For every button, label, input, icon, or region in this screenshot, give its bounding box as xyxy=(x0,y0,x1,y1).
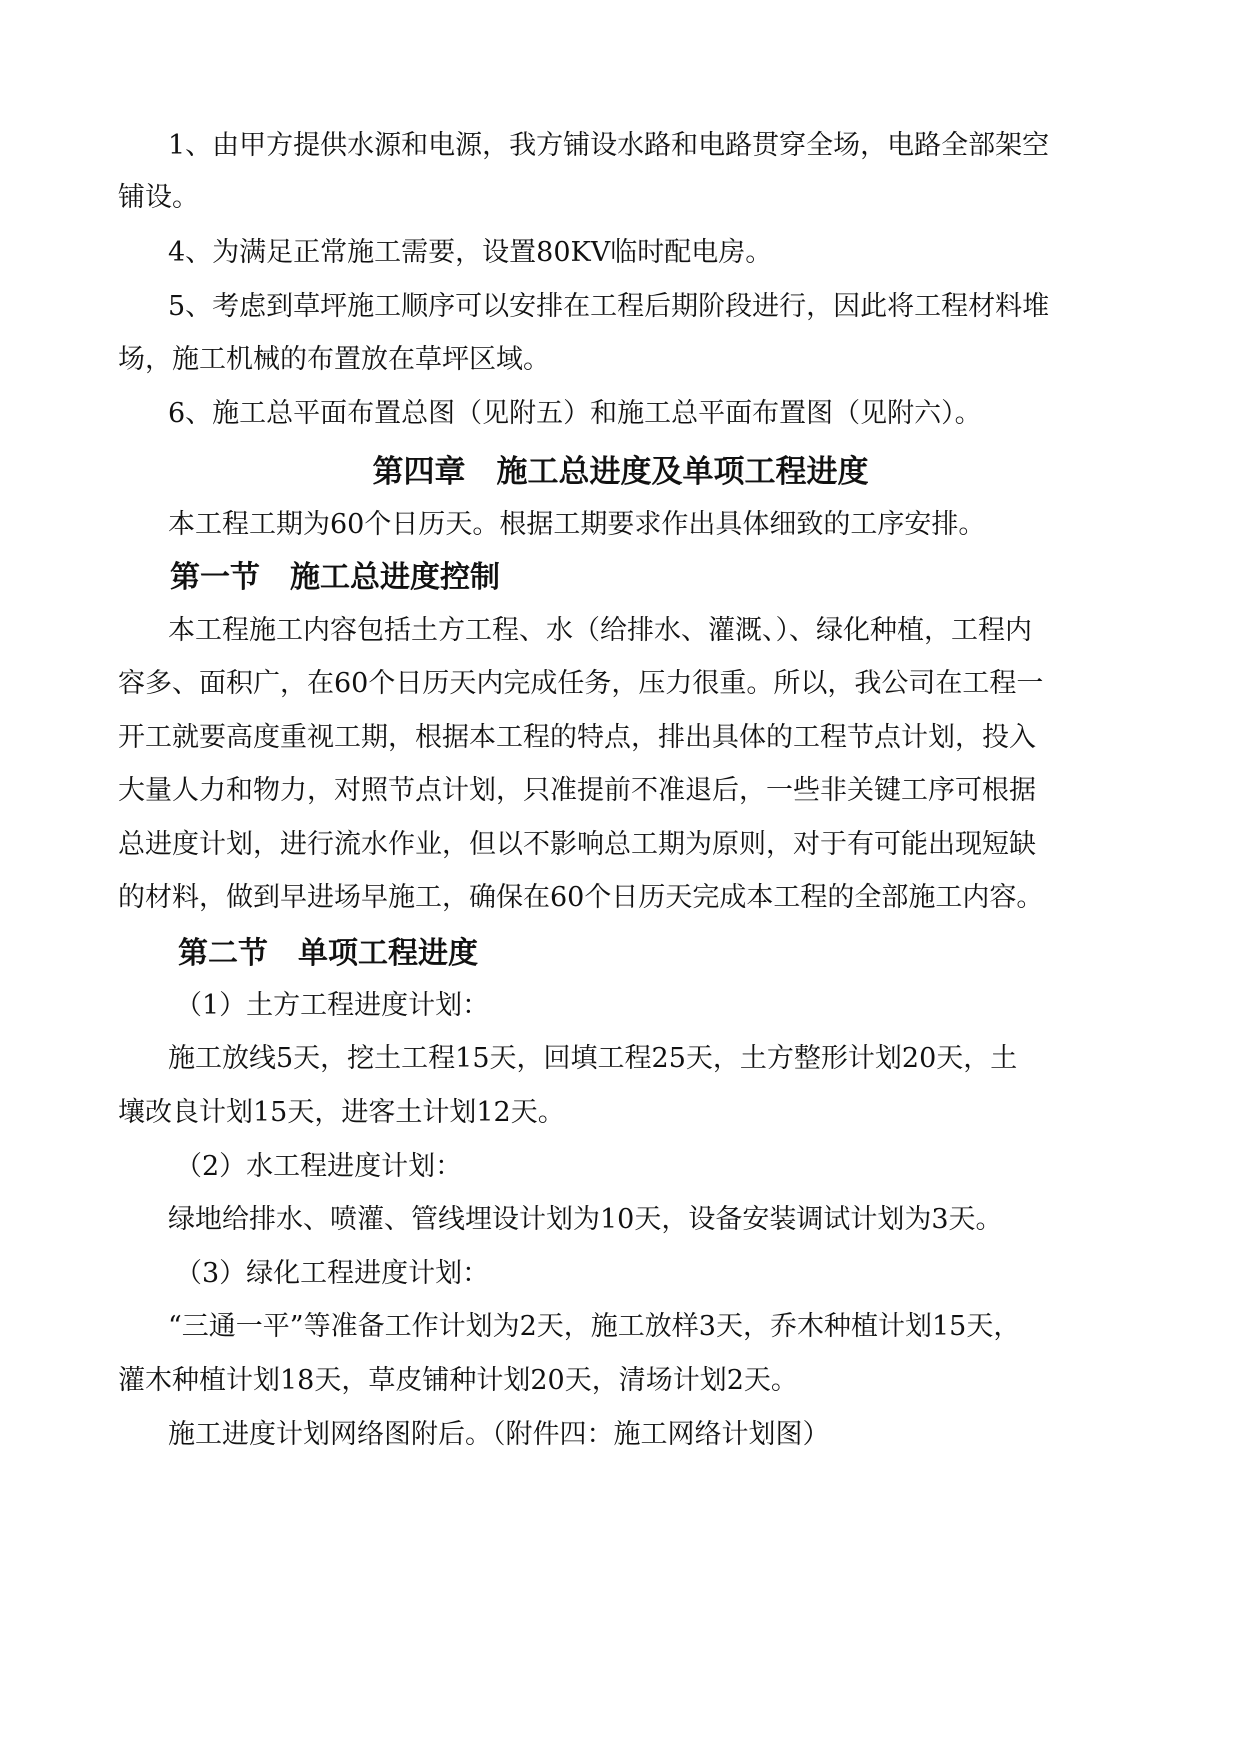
earthwork-heading: （1）土方工程进度计划： xyxy=(175,990,490,1021)
paragraph-1-line-2: 铺设。 xyxy=(118,182,199,213)
earthwork-line-1: 施工放线5天，挖土工程15天，回填工程25天，土方整形计划20天，土 xyxy=(168,1043,1018,1074)
paragraph-1-line-1: 1、由甲方提供水源和电源，我方铺设水路和电路贯穿全场，电路全部架空 xyxy=(168,130,1050,161)
section-1-line: 容多、面积广，在60个日历天内完成任务，压力很重。所以，我公司在工程一 xyxy=(118,668,1044,699)
section-1-line: 的材料，做到早进场早施工，确保在60个日历天完成本工程的全部施工内容。 xyxy=(118,882,1044,913)
greening-heading: （3）绿化工程进度计划： xyxy=(175,1258,490,1289)
chapter-intro: 本工程工期为60个日历天。根据工期要求作出具体细致的工序安排。 xyxy=(168,509,986,540)
greening-line-1: “三通一平”等准备工作计划为2天，施工放样3天，乔木种植计划15天， xyxy=(168,1311,1021,1342)
section-1-line: 本工程施工内容包括土方工程、水（给排水、灌溉、）、绿化种植，工程内 xyxy=(168,615,1032,646)
paragraph-4: 4、为满足正常施工需要，设置80KV临时配电房。 xyxy=(168,237,773,268)
section-1-title: 第一节 施工总进度控制 xyxy=(170,560,500,595)
section-1-line: 大量人力和物力，对照节点计划，只准提前不准退后，一些非关键工序可根据 xyxy=(118,775,1036,806)
network-note: 施工进度计划网络图附后。（附件四：施工网络计划图） xyxy=(168,1419,830,1450)
chapter-title: 第四章 施工总进度及单项工程进度 xyxy=(372,454,869,490)
section-2-title: 第二节 单项工程进度 xyxy=(178,936,478,971)
paragraph-5-line-1: 5、考虑到草坪施工顺序可以安排在工程后期阶段进行，因此将工程材料堆 xyxy=(168,291,1050,322)
section-1-line: 总进度计划，进行流水作业，但以不影响总工期为原则，对于有可能出现短缺 xyxy=(118,829,1036,860)
water-heading: （2）水工程进度计划： xyxy=(175,1151,463,1182)
earthwork-line-2: 壤改良计划15天，进客土计划12天。 xyxy=(118,1097,565,1128)
greening-line-2: 灌木种植计划18天，草皮铺种计划20天，清场计划2天。 xyxy=(118,1365,798,1396)
water-line: 绿地给排水、喷灌、管线埋设计划为10天，设备安装调试计划为3天。 xyxy=(168,1204,1003,1235)
paragraph-5-line-2: 场，施工机械的布置放在草坪区域。 xyxy=(118,344,550,375)
section-1-line: 开工就要高度重视工期，根据本工程的特点，排出具体的工程节点计划，投入 xyxy=(118,722,1036,753)
paragraph-6: 6、施工总平面布置总图（见附五）和施工总平面布置图（见附六）。 xyxy=(168,398,982,429)
